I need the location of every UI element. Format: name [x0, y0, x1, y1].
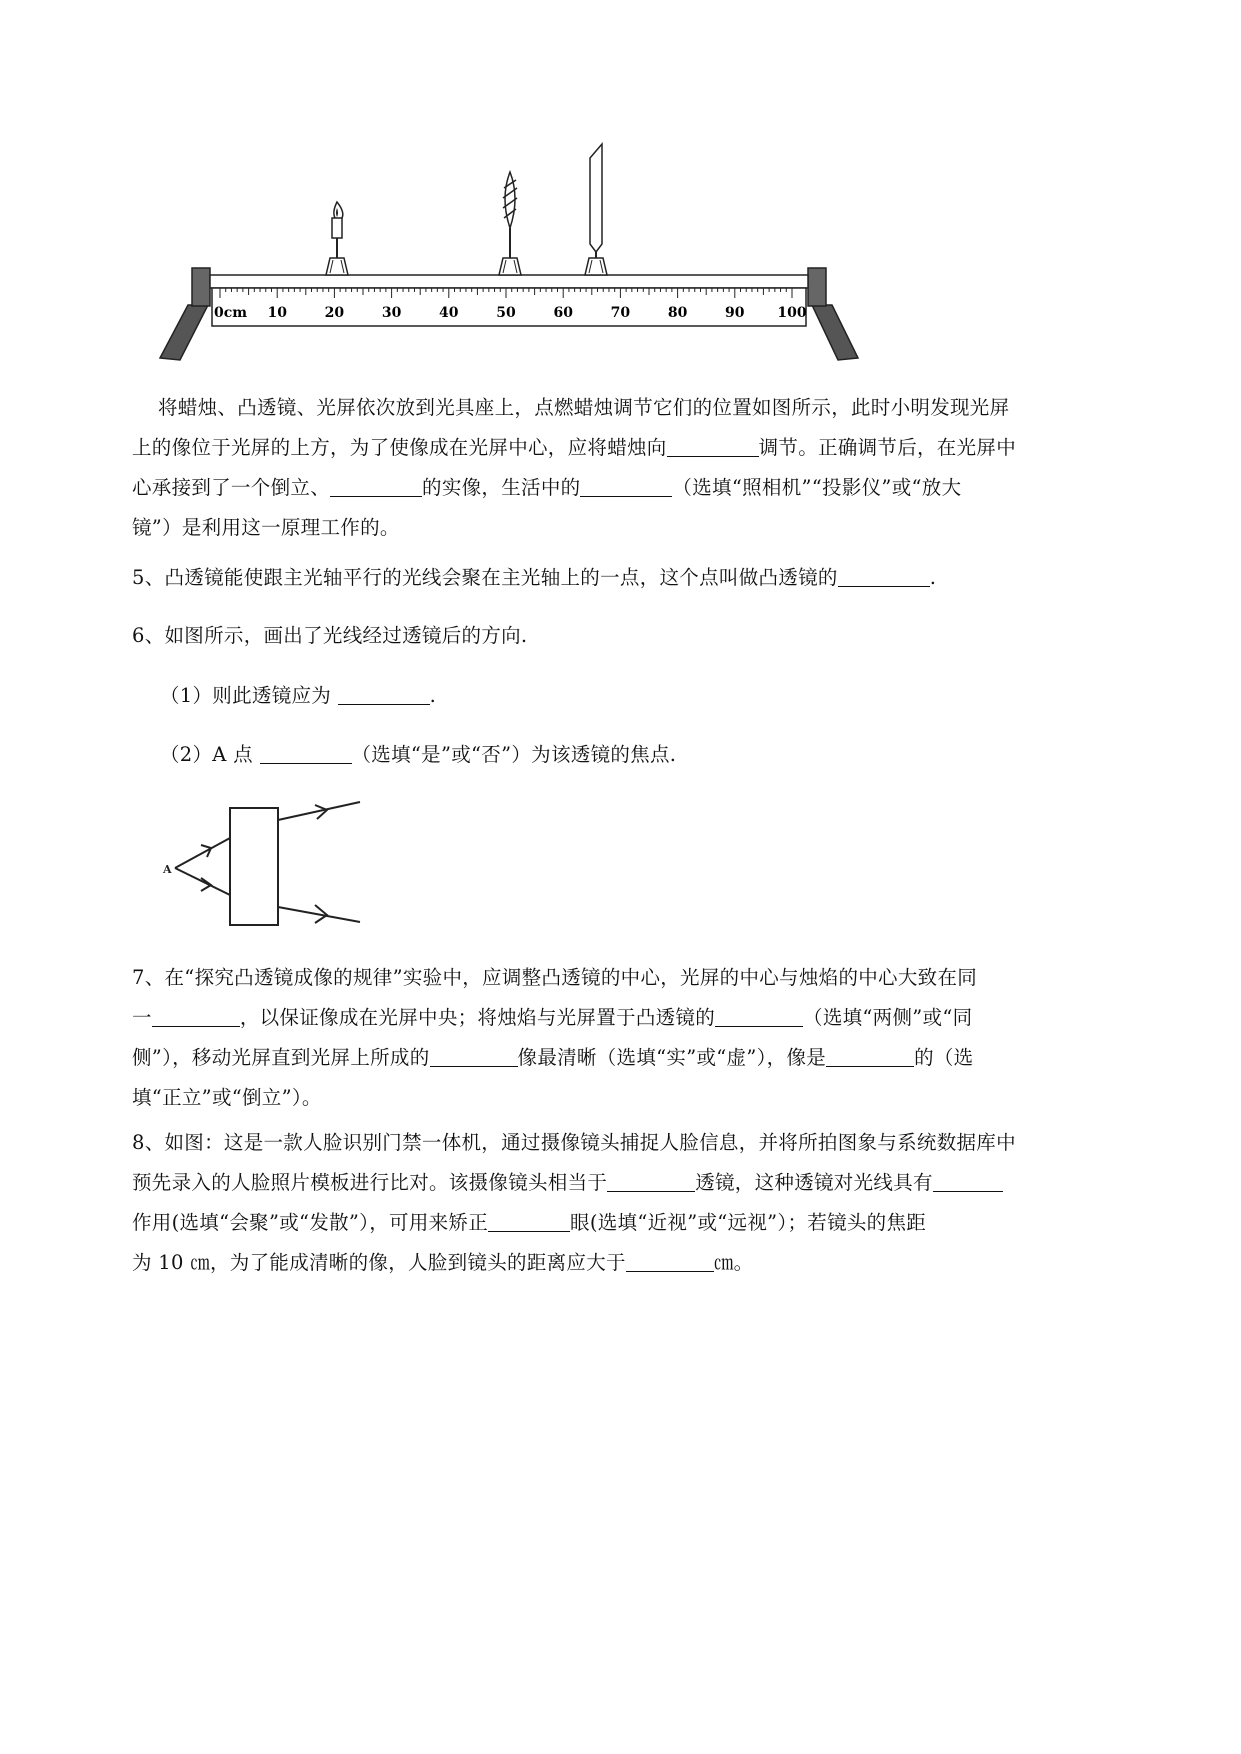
- q7-blank-real-virtual[interactable]: [430, 1044, 518, 1067]
- ruler-unit-label: 0cm: [214, 305, 248, 321]
- incoming-ray-upper: [175, 838, 230, 868]
- q7-line3-start: 侧”），移动光屏直到光屏上所成的: [132, 1046, 430, 1069]
- q5-text: 5、凸透镜能使跟主光轴平行的光线会聚在主光轴上的一点，这个点叫做凸透镜的: [132, 566, 838, 589]
- optical-bench-figure: [150, 140, 870, 375]
- q6-part1-text: （1）则此透镜应为: [160, 684, 338, 707]
- q7-line2-tail: （选填“两侧”或“同: [803, 1006, 973, 1029]
- q7-blank-orientation[interactable]: [826, 1044, 914, 1067]
- q8-line4-start: 为 10 ㎝，为了能成清晰的像，人脸到镜头的距离应大于: [132, 1251, 626, 1274]
- q7-line1: 7、在“探究凸透镜成像的规律”实验中，应调整凸透镜的中心，光屏的中心与烛焰的中心大致在同: [132, 966, 978, 989]
- q7-line2-mid: ，以保证像成在光屏中央；将烛焰与光屏置于凸透镜的: [239, 1006, 716, 1029]
- ruler-tick-label: 10: [267, 305, 287, 321]
- q4-line4: 镜”）是利用这一原理工作的。: [132, 516, 400, 539]
- q7-line3-tail: 的（选: [914, 1046, 974, 1069]
- ruler-tick-label: 70: [610, 305, 631, 321]
- lens-box: [230, 808, 278, 925]
- q4-line3-tail: （选填“照相机”“投影仪”或“放大: [672, 476, 962, 499]
- ruler-tick-label: 40: [439, 305, 459, 321]
- q8-line2-start: 预先录入的人脸照片模板进行比对。该摄像镜头相当于: [132, 1171, 608, 1194]
- q8-blank-distance[interactable]: [626, 1249, 714, 1272]
- q7-blank-height[interactable]: [152, 1004, 240, 1027]
- q4-blank-direction[interactable]: [667, 434, 759, 457]
- q6-part1: [160, 676, 436, 716]
- q8-line3-tail: 眼(选填“近视”或“远视”）；若镜头的焦距: [570, 1211, 927, 1234]
- q4-paragraph: [132, 388, 1016, 548]
- ruler-tick-label: 50: [496, 305, 516, 321]
- q6-part2-tail: （选填“是”或“否”）为该透镜的焦点.: [351, 743, 677, 766]
- q8-line4-tail: ㎝。: [713, 1251, 754, 1274]
- q7-blank-side[interactable]: [715, 1004, 803, 1027]
- q5-paragraph: [132, 558, 936, 598]
- q8-line2-tail: 透镜，这种透镜对光线具有: [695, 1171, 933, 1194]
- q4-line1: 将蜡烛、凸透镜、光屏依次放到光具座上，点燃蜡烛调节它们的位置如图所示，此时小明发现光屏: [158, 396, 1010, 419]
- ruler-tick-label: 80: [667, 305, 688, 321]
- ruler-tick-label: 100: [777, 305, 807, 321]
- q6-part1-period: .: [429, 684, 437, 707]
- ruler-tick-label: 90: [725, 305, 745, 321]
- light-screen: [585, 144, 607, 275]
- q4-blank-image-size[interactable]: [330, 474, 422, 497]
- q8-blank-eye[interactable]: [488, 1209, 570, 1232]
- q5-period: .: [929, 566, 937, 589]
- q8-blank-lens-type[interactable]: [607, 1169, 695, 1192]
- q6-text: 6、如图所示，画出了光线经过透镜后的方向.: [132, 624, 528, 647]
- candle: [326, 202, 348, 275]
- q5-blank-focus[interactable]: [838, 564, 930, 587]
- q8-paragraph: [132, 1123, 1016, 1283]
- q4-line3-mid: 的实像，生活中的: [422, 476, 581, 499]
- convex-lens: [499, 172, 521, 275]
- q4-line2-tail: 调节。正确调节后，在光屏中: [758, 436, 1017, 459]
- q4-line2-text: 上的像位于光屏的上方，为了使像成在光屏中心，应将蜡烛向: [132, 436, 667, 459]
- q7-line3-mid: 像最清晰（选填“实”或“虚”），像是: [517, 1046, 827, 1069]
- q7-line2-start: 一: [132, 1006, 152, 1029]
- q6-part2-text: （2）A 点: [160, 743, 260, 766]
- q8-line1: 8、如图：这是一款人脸识别门禁一体机，通过摄像镜头捕捉人脸信息，并将所拍图象与系统数据库中: [132, 1131, 1016, 1154]
- lens-ray-figure: [155, 795, 375, 935]
- ruler-tick-label: 20: [324, 305, 345, 321]
- q4-line3-text: 心承接到了一个倒立、: [132, 476, 331, 499]
- bench-right-end: [808, 268, 826, 306]
- q8-line3-start: 作用(选填“会聚”或“发散”），可用来矫正: [132, 1211, 489, 1234]
- q6-part2: [160, 735, 676, 775]
- q6-blank-focus-yes-no[interactable]: [260, 741, 352, 764]
- ruler-tick-label: 60: [553, 305, 573, 321]
- q4-blank-device[interactable]: [580, 474, 672, 497]
- bench-rail: [210, 275, 808, 288]
- bench-left-end: [192, 268, 210, 306]
- bench-left-leg: [160, 305, 208, 360]
- bench-right-leg: [812, 305, 858, 360]
- incoming-arrow-lower: [201, 878, 211, 891]
- ruler-tick-label: 30: [381, 305, 402, 321]
- q6-blank-lens-type[interactable]: [338, 682, 430, 705]
- q6-paragraph: [132, 616, 527, 656]
- point-a-label: A: [163, 863, 172, 876]
- q8-blank-effect[interactable]: [933, 1169, 1003, 1192]
- q7-paragraph: [132, 958, 977, 1118]
- q7-line4: 填“正立”或“倒立”）。: [132, 1086, 322, 1109]
